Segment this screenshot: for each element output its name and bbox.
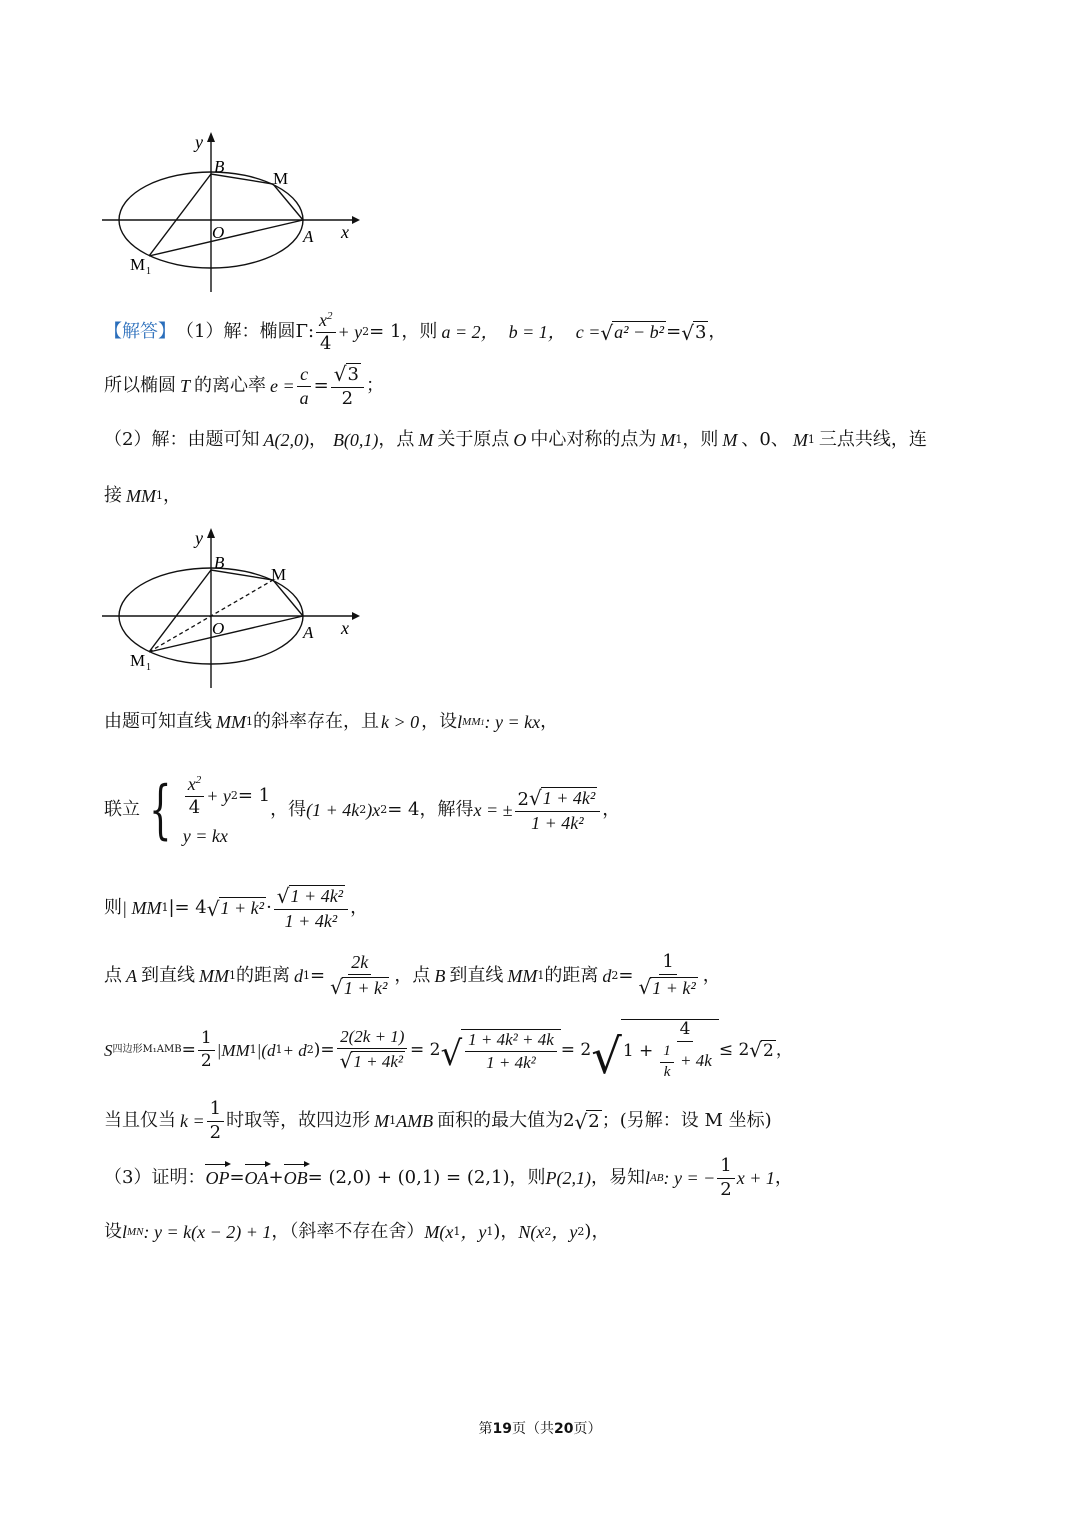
solution-line-9: S 四边形M₁AMB = $\frac{1}{2}$ |MM 1 |(d 1 + d 2 ) = 2(2k + 1) √ 1 + 4k² = 2 √ $\frac{\text{1 + 4k² + 4k}}{\text{1 + 4k²}}$ = 2 √ 1 + 4 $\frac{1}{k}$ + 4k ≤ 2 √ 2 ，: [104, 1019, 793, 1085]
fraction-x2-over-4: $\frac{x^2}{4}$: [316, 311, 336, 354]
solution-line-2: 所以椭圆 T 的离心率 e = $\frac{c}{a}$ = √ 3 2 ；: [104, 361, 384, 410]
solution-line-4: 接 MM 1 ，: [104, 485, 181, 506]
ellipse-figure-2: [100, 524, 370, 694]
solution-line-6: 联立 { $\frac{x^2}{4}$ + y 2 = 1 y = kx ，得 (1 + 4k 2 )x 2 = 4 ，解得 x = ± 2 √ 1 + 4k² 1 + 4k² ，: [104, 773, 621, 847]
fig1-point-a: A: [303, 227, 314, 246]
solution-line-1: 【解答】 （1）解：椭圆 Γ : $\frac{x^2}{4}$ + y 2 = 1，则 a = 2， b = 1， c = √ a² − b² = √ 3 ，: [104, 309, 727, 354]
page-footer: 第19页（共20页）: [478, 1421, 602, 1437]
ellipse-figure-1: [100, 128, 370, 298]
fig1-origin: O: [212, 223, 225, 242]
solution-line-12: 设 l MN : y = k(x − 2) + 1 ，（斜率不存在舍） M(x 1 ，y 1 ) ， N(x 2 ，y 2 ) ，: [104, 1221, 610, 1242]
fig1-axis-y: y: [195, 132, 203, 152]
fig2-axis-y: y: [195, 528, 203, 548]
answer-tag: 【解答】: [104, 321, 176, 342]
fig2-point-m1-sub: 1: [146, 662, 151, 673]
sqrt-3: √ 3: [681, 320, 707, 345]
fig2-axis-x: x: [341, 618, 349, 638]
fig2-point-a: A: [303, 623, 314, 642]
fraction-x-solution: 2 √ 1 + 4k² 1 + 4k²: [515, 787, 601, 834]
fraction-sqrt3-over-2: √ 3 2: [331, 363, 364, 410]
sqrt-a2-b2: √ a² − b²: [600, 320, 665, 345]
fraction-mm1-length: √ 1 + 4k² 1 + 4k²: [274, 885, 348, 932]
fig2-point-m: M: [271, 565, 287, 584]
total-page-number: 20: [554, 1421, 574, 1437]
solution-line-3: （2）解：由题可知 A(2,0) ， B(0,1) ，点 M 关于原点 O 中心对称的点为 M 1 ，则 M 、0、 M 1 三点共线，连: [104, 429, 927, 450]
current-page-number: 19: [492, 1421, 512, 1437]
solution-line-7: 则 | MM 1 |= 4 √ 1 + k² · √ 1 + 4k² 1 + 4k² ，: [104, 883, 369, 932]
fig1-point-b: B: [214, 157, 225, 176]
fig1-axis-x: x: [341, 222, 349, 242]
solution-line-11: （3）证明： OP = OA + OB = (2,0) + (0,1) = (2,1) ，则 P(2,1) ，易知 l AB : y = − $\frac{1}{2}$ x + 1 ，: [104, 1154, 793, 1200]
fig1-point-m1: M: [130, 255, 146, 274]
fig2-point-b: B: [214, 553, 225, 572]
equation-system: { $\frac{x^2}{4}$ + y 2 = 1 y = kx: [149, 773, 271, 847]
solution-line-8: 点 A 到直线 MM 1 的距离 d 1 = 2k √ 1 + k² ，点 B 到直线 MM 1 的距离 d 2 = 1 √ 1 + k² ，: [104, 950, 721, 1000]
fig1-point-m1-sub: 1: [146, 266, 151, 277]
fig1-point-m: M: [273, 169, 289, 188]
solution-line-5: 由题可知直线 MM 1 的斜率存在，且 k > 0 ，设 l MM1 : y = kx ，: [104, 711, 559, 732]
solution-line-10: 当且仅当 k = $\frac{1}{2}$ 时取等，故四边形 M 1 AMB 面积的最大值为 2 √ 2 ；(另解：设 M 坐标): [104, 1097, 772, 1143]
fraction-c-over-a: $\frac{c}{a}$: [297, 365, 312, 408]
fig2-origin: O: [212, 619, 225, 638]
fig2-point-m1: M: [130, 651, 146, 670]
